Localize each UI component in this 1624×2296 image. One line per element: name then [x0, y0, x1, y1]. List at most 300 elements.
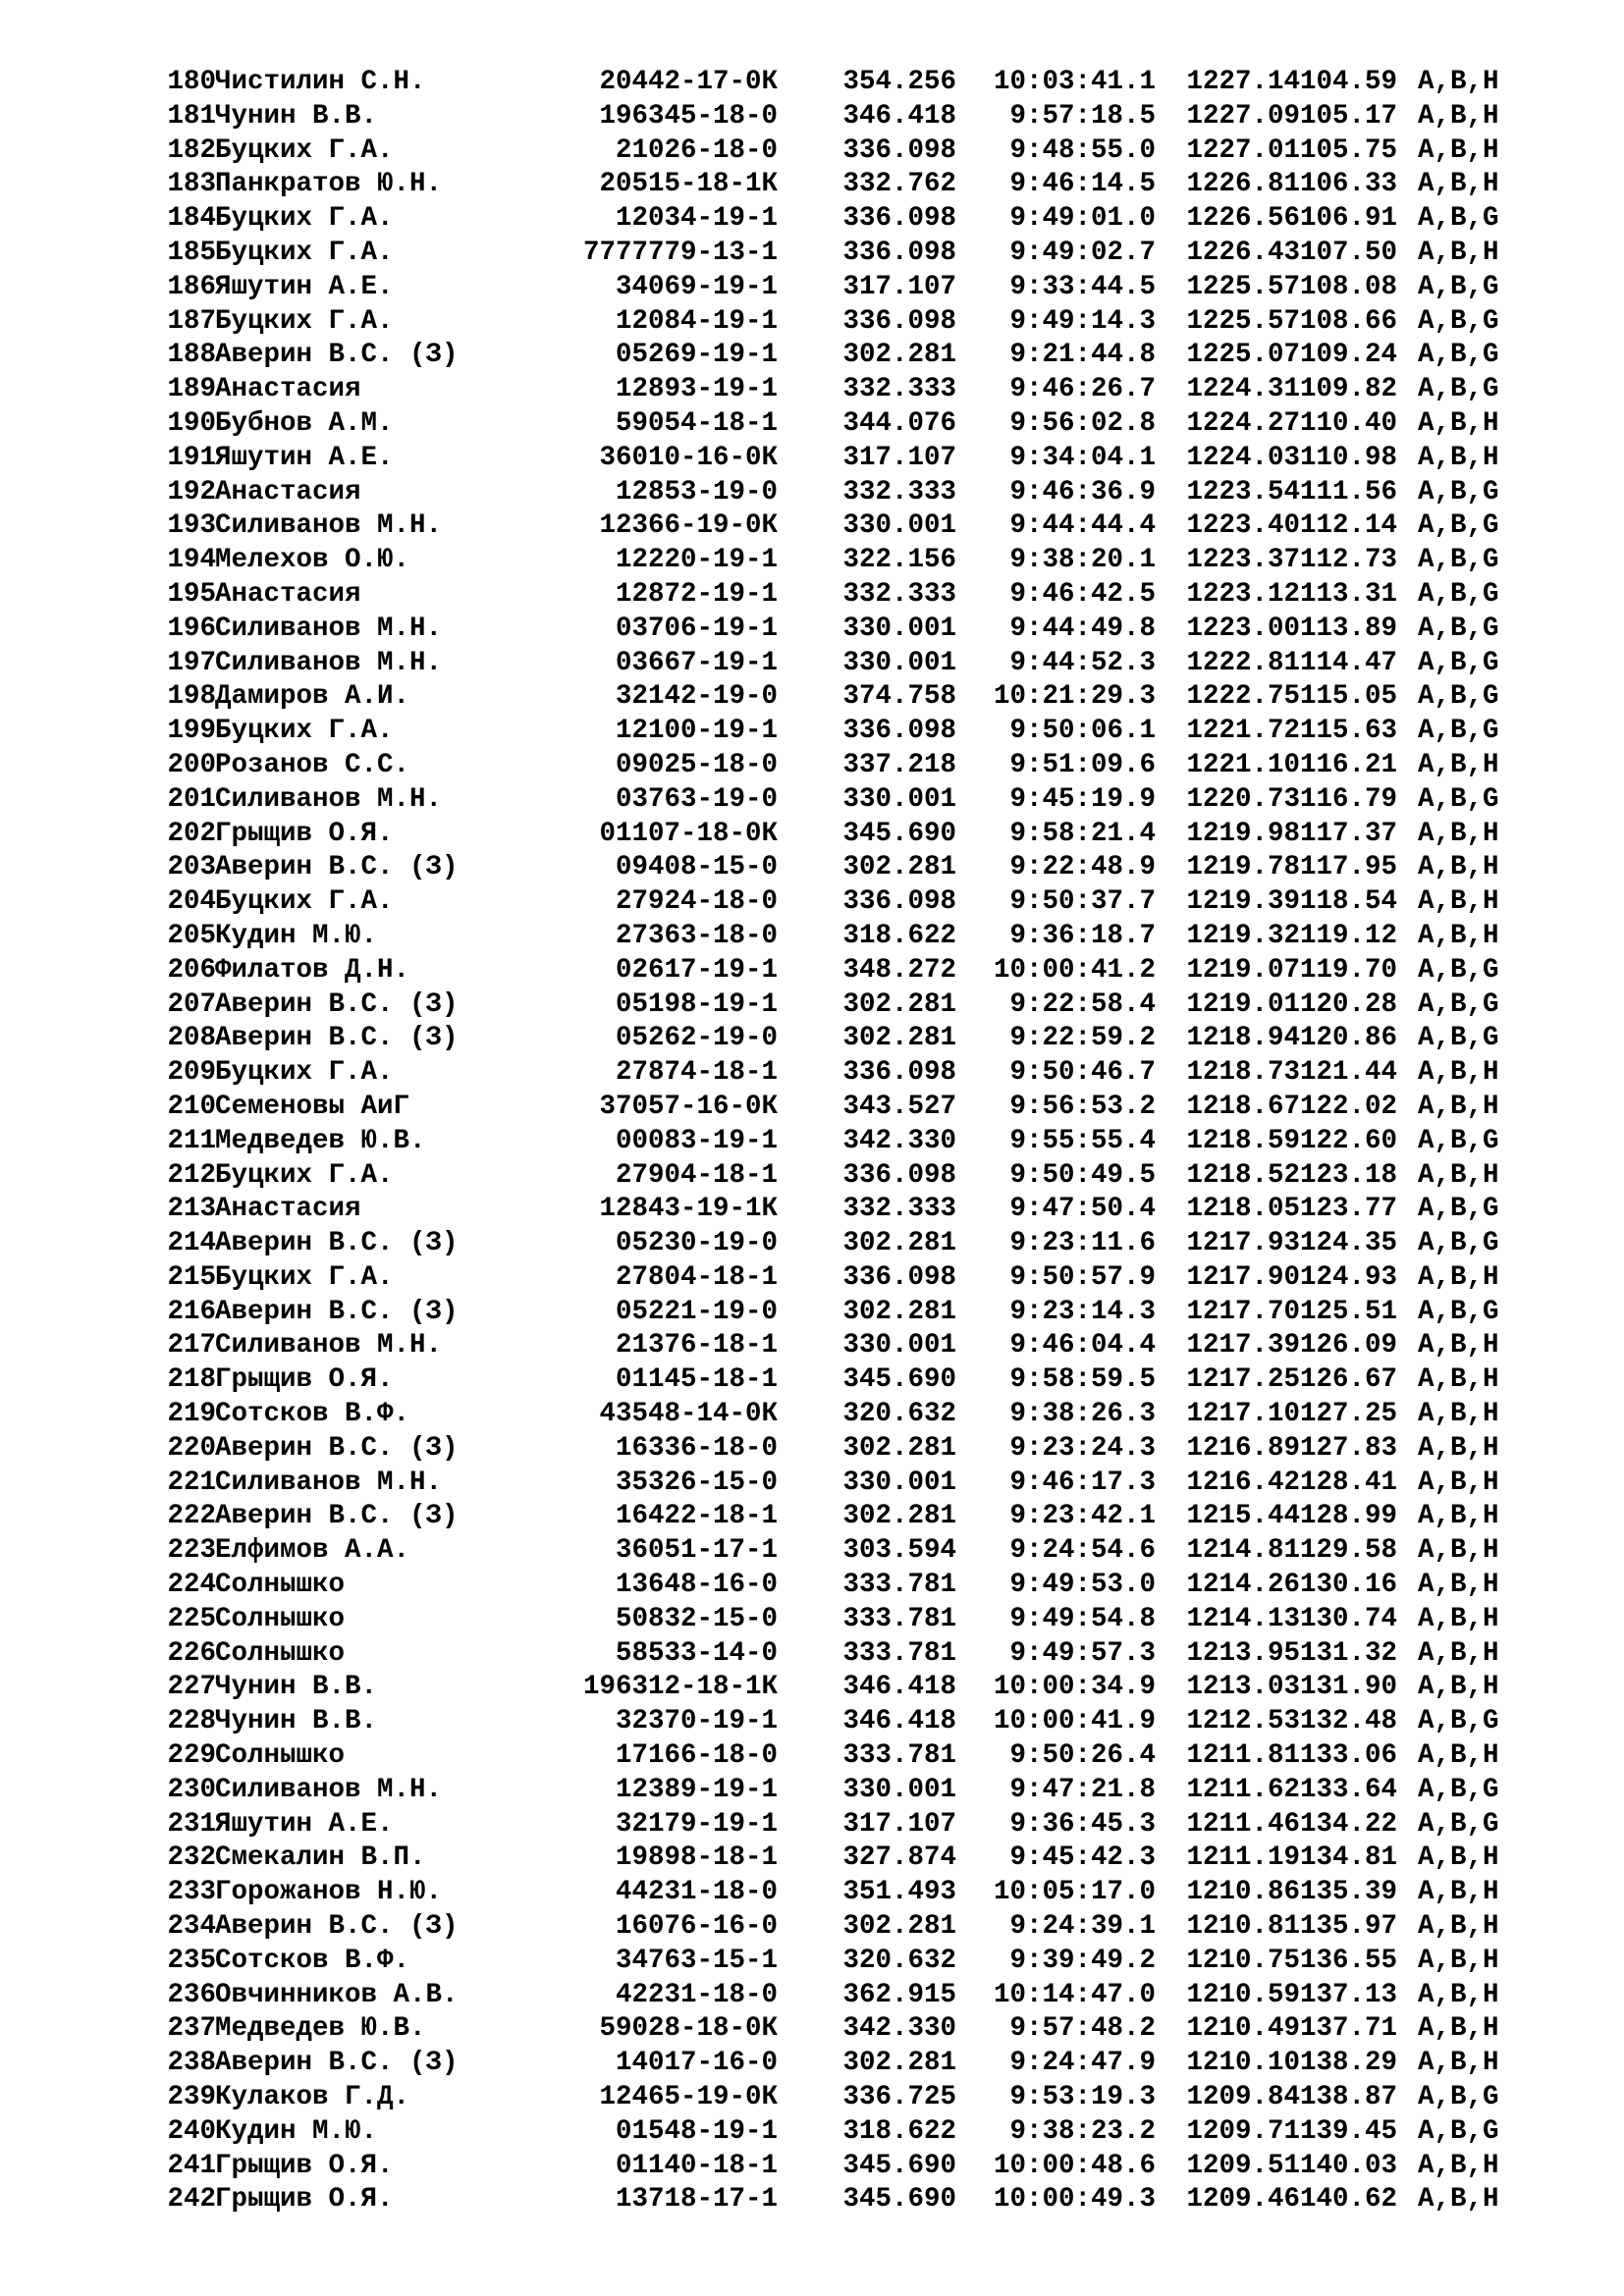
- arrival-time: 9:23:24.3: [1009, 1432, 1156, 1464]
- participant-name: Анастасия: [215, 578, 361, 610]
- classes: A,B,H: [1418, 1979, 1499, 2010]
- arrival-time: 10:00:34.9: [993, 1672, 1156, 1703]
- speed: 1216.89: [1186, 1432, 1300, 1464]
- classes: A,B,G: [1418, 2082, 1499, 2113]
- table-row: [0, 1705, 1624, 1739]
- row-number: 197: [167, 647, 216, 678]
- distance: 327.874: [842, 1842, 956, 1874]
- arrival-time: 9:22:58.4: [1009, 988, 1156, 1020]
- table-row: [0, 1227, 1624, 1261]
- classes: A,B,G: [1418, 681, 1499, 713]
- arrival-time: 9:46:14.5: [1009, 169, 1156, 200]
- table-row: [0, 920, 1624, 954]
- arrival-time: 9:33:44.5: [1009, 271, 1156, 302]
- participant-name: Дамиров А.И.: [215, 681, 410, 713]
- points: 127.25: [1299, 1399, 1397, 1430]
- speed: 1219.32: [1186, 920, 1300, 951]
- participant-name: Мелехов О.Ю.: [215, 545, 410, 576]
- arrival-time: 9:56:53.2: [1009, 1091, 1156, 1122]
- arrival-time: 9:46:17.3: [1009, 1467, 1156, 1498]
- distance: 336.098: [842, 203, 956, 235]
- row-number: 203: [167, 852, 216, 883]
- participant-name: Медведев Ю.В.: [215, 2013, 426, 2045]
- participant-name: Кудин М.Ю.: [215, 920, 378, 951]
- classes: A,B,H: [1418, 886, 1499, 918]
- ring-number: 34763-15-1: [615, 1945, 778, 1976]
- table-row: [0, 2081, 1624, 2115]
- table-row: [0, 1159, 1624, 1194]
- row-number: 221: [167, 1467, 216, 1498]
- row-number: 237: [167, 2013, 216, 2045]
- participant-name: Сотсков В.Ф.: [215, 1399, 410, 1430]
- points: 121.44: [1299, 1057, 1397, 1089]
- ring-number: 01145-18-1: [615, 1364, 778, 1396]
- speed: 1211.81: [1186, 1740, 1300, 1772]
- ring-number: 50832-15-0: [615, 1603, 778, 1634]
- points: 116.79: [1299, 783, 1397, 815]
- classes: A,B,G: [1418, 988, 1499, 1020]
- ring-number: 05262-19-0: [615, 1023, 778, 1054]
- table-row: [0, 237, 1624, 271]
- distance: 303.594: [842, 1535, 956, 1567]
- arrival-time: 9:22:59.2: [1009, 1023, 1156, 1054]
- arrival-time: 9:46:42.5: [1009, 578, 1156, 610]
- speed: 1211.62: [1186, 1774, 1300, 1805]
- points: 132.48: [1299, 1706, 1397, 1737]
- classes: A,B,H: [1418, 749, 1499, 780]
- points: 131.32: [1299, 1637, 1397, 1669]
- speed: 1224.31: [1186, 374, 1300, 405]
- participant-name: Грыщив О.Я.: [215, 2150, 394, 2181]
- row-number: 180: [167, 67, 216, 97]
- row-number: 192: [167, 476, 216, 507]
- classes: A,B,G: [1418, 1228, 1499, 1259]
- classes: A,B,H: [1418, 442, 1499, 473]
- speed: 1213.03: [1186, 1672, 1300, 1703]
- speed: 1225.57: [1186, 271, 1300, 302]
- arrival-time: 9:58:21.4: [1009, 818, 1156, 849]
- distance: 336.098: [842, 237, 956, 268]
- participant-name: Силиванов М.Н.: [215, 1330, 443, 1362]
- speed: 1209.51: [1186, 2150, 1300, 2181]
- distance: 337.218: [842, 749, 956, 780]
- arrival-time: 9:22:48.9: [1009, 852, 1156, 883]
- table-row: [0, 680, 1624, 715]
- arrival-time: 9:38:20.1: [1009, 545, 1156, 576]
- speed: 1218.67: [1186, 1091, 1300, 1122]
- classes: A,B,H: [1418, 852, 1499, 883]
- ring-number: 20515-18-1К: [599, 169, 778, 200]
- points: 135.97: [1299, 1911, 1397, 1943]
- ring-number: 03667-19-1: [615, 647, 778, 678]
- row-number: 231: [167, 1808, 216, 1840]
- table-row: [0, 988, 1624, 1023]
- points: 110.98: [1299, 442, 1397, 473]
- ring-number: 27804-18-1: [615, 1261, 778, 1293]
- classes: A,B,G: [1418, 545, 1499, 576]
- speed: 1223.37: [1186, 545, 1300, 576]
- row-number: 218: [167, 1364, 216, 1396]
- participant-name: Буцких Г.А.: [215, 237, 394, 268]
- arrival-time: 9:57:48.2: [1009, 2013, 1156, 2045]
- participant-name: Яшутин А.Е.: [215, 1808, 394, 1840]
- distance: 348.272: [842, 954, 956, 986]
- table-row: [0, 1671, 1624, 1705]
- classes: A,B,H: [1418, 920, 1499, 951]
- speed: 1218.94: [1186, 1023, 1300, 1054]
- points: 123.18: [1299, 1159, 1397, 1191]
- speed: 1224.03: [1186, 442, 1300, 473]
- points: 112.14: [1299, 510, 1397, 542]
- classes: A,B,H: [1418, 1842, 1499, 1874]
- arrival-time: 9:38:23.2: [1009, 2115, 1156, 2147]
- participant-name: Солнышко: [215, 1603, 346, 1634]
- points: 136.55: [1299, 1945, 1397, 1976]
- participant-name: Яшутин А.Е.: [215, 271, 394, 302]
- speed: 1227.14: [1186, 67, 1300, 97]
- distance: 345.690: [842, 1364, 956, 1396]
- arrival-time: 9:38:26.3: [1009, 1399, 1156, 1430]
- points: 108.66: [1299, 305, 1397, 337]
- classes: A,B,H: [1418, 1672, 1499, 1703]
- speed: 1221.72: [1186, 716, 1300, 747]
- participant-name: Солнышко: [215, 1570, 346, 1601]
- classes: A,B,H: [1418, 1911, 1499, 1943]
- table-row: [0, 1363, 1624, 1398]
- speed: 1215.44: [1186, 1501, 1300, 1532]
- points: 119.12: [1299, 920, 1397, 951]
- points: 117.95: [1299, 852, 1397, 883]
- table-row: [0, 613, 1624, 647]
- classes: A,B,H: [1418, 67, 1499, 97]
- ring-number: 27924-18-0: [615, 886, 778, 918]
- speed: 1218.73: [1186, 1057, 1300, 1089]
- distance: 317.107: [842, 1808, 956, 1840]
- distance: 302.281: [842, 852, 956, 883]
- row-number: 241: [167, 2150, 216, 2181]
- classes: A,B,H: [1418, 1877, 1499, 1908]
- speed: 1219.01: [1186, 988, 1300, 1020]
- classes: A,B,G: [1418, 783, 1499, 815]
- distance: 354.256: [842, 67, 956, 97]
- table-row: [0, 1808, 1624, 1842]
- row-number: 184: [167, 203, 216, 235]
- distance: 302.281: [842, 1501, 956, 1532]
- ring-number: 32370-19-1: [615, 1706, 778, 1737]
- points: 122.02: [1299, 1091, 1397, 1122]
- classes: A,B,H: [1418, 818, 1499, 849]
- table-row: [0, 1637, 1624, 1672]
- table-row: [0, 1432, 1624, 1467]
- distance: 302.281: [842, 1911, 956, 1943]
- points: 140.03: [1299, 2150, 1397, 2181]
- participant-name: Аверин В.С. (З): [215, 988, 459, 1020]
- classes: A,B,G: [1418, 1194, 1499, 1225]
- row-number: 190: [167, 407, 216, 439]
- classes: A,B,H: [1418, 1399, 1499, 1430]
- classes: A,B,H: [1418, 169, 1499, 200]
- row-number: 202: [167, 818, 216, 849]
- participant-name: Аверин В.С. (З): [215, 340, 459, 371]
- participant-name: Аверин В.С. (З): [215, 1911, 459, 1943]
- participant-name: Филатов Д.Н.: [215, 954, 410, 986]
- ring-number: 05221-19-0: [615, 1296, 778, 1327]
- classes: A,B,G: [1418, 2115, 1499, 2147]
- ring-number: 01548-19-1: [615, 2115, 778, 2147]
- row-number: 181: [167, 100, 216, 132]
- speed: 1218.05: [1186, 1194, 1300, 1225]
- ring-number: 32142-19-0: [615, 681, 778, 713]
- classes: A,B,G: [1418, 613, 1499, 644]
- ring-number: 12465-19-0К: [599, 2082, 778, 2113]
- row-number: 206: [167, 954, 216, 986]
- participant-name: Анастасия: [215, 1194, 361, 1225]
- row-number: 186: [167, 271, 216, 302]
- points: 116.21: [1299, 749, 1397, 780]
- points: 104.59: [1299, 67, 1397, 97]
- speed: 1221.10: [1186, 749, 1300, 780]
- participant-name: Аверин В.С. (З): [215, 1296, 459, 1327]
- row-number: 223: [167, 1535, 216, 1567]
- row-number: 182: [167, 134, 216, 166]
- arrival-time: 9:39:49.2: [1009, 1945, 1156, 1976]
- distance: 336.098: [842, 716, 956, 747]
- ring-number: 09408-15-0: [615, 852, 778, 883]
- arrival-time: 9:45:19.9: [1009, 783, 1156, 815]
- points: 113.31: [1299, 578, 1397, 610]
- speed: 1217.90: [1186, 1261, 1300, 1293]
- ring-number: 12220-19-1: [615, 545, 778, 576]
- arrival-time: 9:49:54.8: [1009, 1603, 1156, 1634]
- points: 131.90: [1299, 1672, 1397, 1703]
- classes: A,B,G: [1418, 1125, 1499, 1156]
- participant-name: Аверин В.С. (З): [215, 1023, 459, 1054]
- ring-number: 32179-19-1: [615, 1808, 778, 1840]
- table-row: [0, 544, 1624, 578]
- speed: 1220.73: [1186, 783, 1300, 815]
- participant-name: Елфимов А.А.: [215, 1535, 410, 1567]
- participant-name: Кудин М.Ю.: [215, 2115, 378, 2147]
- ring-number: 12853-19-0: [615, 476, 778, 507]
- classes: A,B,H: [1418, 1945, 1499, 1976]
- ring-number: 34069-19-1: [615, 271, 778, 302]
- speed: 1219.07: [1186, 954, 1300, 986]
- table-row: [0, 1125, 1624, 1159]
- distance: 362.915: [842, 1979, 956, 2010]
- table-row: [0, 271, 1624, 305]
- distance: 302.281: [842, 340, 956, 371]
- distance: 336.098: [842, 1261, 956, 1293]
- table-row: [0, 168, 1624, 202]
- arrival-time: 9:24:54.6: [1009, 1535, 1156, 1567]
- table-row: [0, 1739, 1624, 1774]
- classes: A,B,H: [1418, 1159, 1499, 1191]
- table-row: [0, 578, 1624, 613]
- distance: 320.632: [842, 1945, 956, 1976]
- arrival-time: 9:48:55.0: [1009, 134, 1156, 166]
- arrival-time: 9:47:50.4: [1009, 1194, 1156, 1225]
- ring-number: 12084-19-1: [615, 305, 778, 337]
- distance: 342.330: [842, 1125, 956, 1156]
- points: 120.28: [1299, 988, 1397, 1020]
- table-row: [0, 1193, 1624, 1227]
- participant-name: Грыщив О.Я.: [215, 1364, 394, 1396]
- ring-number: 20442-17-0К: [599, 67, 778, 97]
- speed: 1222.75: [1186, 681, 1300, 713]
- points: 139.45: [1299, 2115, 1397, 2147]
- points: 120.86: [1299, 1023, 1397, 1054]
- distance: 330.001: [842, 783, 956, 815]
- row-number: 224: [167, 1570, 216, 1601]
- table-row: [0, 509, 1624, 544]
- table-row: [0, 954, 1624, 988]
- participant-name: Чунин В.В.: [215, 1672, 378, 1703]
- points: 138.87: [1299, 2082, 1397, 2113]
- row-number: 191: [167, 442, 216, 473]
- row-number: 195: [167, 578, 216, 610]
- arrival-time: 9:46:36.9: [1009, 476, 1156, 507]
- speed: 1227.01: [1186, 134, 1300, 166]
- table-row: [0, 202, 1624, 237]
- classes: A,B,H: [1418, 1057, 1499, 1089]
- points: 115.05: [1299, 681, 1397, 713]
- arrival-time: 9:50:57.9: [1009, 1261, 1156, 1293]
- participant-name: Аверин В.С. (З): [215, 852, 459, 883]
- table-row: [0, 647, 1624, 681]
- speed: 1209.46: [1186, 2184, 1300, 2216]
- points: 126.09: [1299, 1330, 1397, 1362]
- arrival-time: 9:46:26.7: [1009, 374, 1156, 405]
- classes: A,B,H: [1418, 2048, 1499, 2079]
- speed: 1213.95: [1186, 1637, 1300, 1669]
- arrival-time: 9:50:06.1: [1009, 716, 1156, 747]
- speed: 1219.39: [1186, 886, 1300, 918]
- speed: 1225.07: [1186, 340, 1300, 371]
- participant-name: Бубнов А.М.: [215, 407, 394, 439]
- arrival-time: 10:00:48.6: [993, 2150, 1156, 2181]
- classes: A,B,H: [1418, 1637, 1499, 1669]
- row-number: 217: [167, 1330, 216, 1362]
- distance: 330.001: [842, 613, 956, 644]
- speed: 1210.75: [1186, 1945, 1300, 1976]
- distance: 318.622: [842, 2115, 956, 2147]
- table-row: [0, 134, 1624, 169]
- ring-number: 44231-18-0: [615, 1877, 778, 1908]
- ring-number: 12389-19-1: [615, 1774, 778, 1805]
- ring-number: 35326-15-0: [615, 1467, 778, 1498]
- points: 107.50: [1299, 237, 1397, 268]
- arrival-time: 9:55:55.4: [1009, 1125, 1156, 1156]
- arrival-time: 10:21:29.3: [993, 681, 1156, 713]
- participant-name: Чистилин С.Н.: [215, 67, 426, 97]
- row-number: 208: [167, 1023, 216, 1054]
- row-number: 198: [167, 681, 216, 713]
- table-row: [0, 1979, 1624, 2013]
- ring-number: 12872-19-1: [615, 578, 778, 610]
- results-table: [0, 66, 1624, 2217]
- row-number: 225: [167, 1603, 216, 1634]
- arrival-time: 9:24:39.1: [1009, 1911, 1156, 1943]
- speed: 1217.10: [1186, 1399, 1300, 1430]
- row-number: 189: [167, 374, 216, 405]
- classes: A,B,G: [1418, 647, 1499, 678]
- table-row: [0, 2150, 1624, 2184]
- participant-name: Овчинников А.В.: [215, 1979, 459, 2010]
- participant-name: Аверин В.С. (З): [215, 1228, 459, 1259]
- row-number: 193: [167, 510, 216, 542]
- participant-name: Кулаков Г.Д.: [215, 2082, 410, 2113]
- table-row: [0, 851, 1624, 885]
- ring-number: 21026-18-0: [615, 134, 778, 166]
- participant-name: Сотсков В.Ф.: [215, 1945, 410, 1976]
- speed: 1225.57: [1186, 305, 1300, 337]
- speed: 1211.46: [1186, 1808, 1300, 1840]
- ring-number: 03706-19-1: [615, 613, 778, 644]
- classes: A,B,G: [1418, 578, 1499, 610]
- table-row: [0, 1945, 1624, 1979]
- classes: A,B,H: [1418, 1740, 1499, 1772]
- speed: 1217.25: [1186, 1364, 1300, 1396]
- classes: A,B,G: [1418, 305, 1499, 337]
- ring-number: 12893-19-1: [615, 374, 778, 405]
- table-row: [0, 1500, 1624, 1534]
- points: 112.73: [1299, 545, 1397, 576]
- points: 115.63: [1299, 716, 1397, 747]
- row-number: 229: [167, 1740, 216, 1772]
- arrival-time: 9:50:37.7: [1009, 886, 1156, 918]
- ring-number: 12034-19-1: [615, 203, 778, 235]
- speed: 1223.40: [1186, 510, 1300, 542]
- participant-name: Аверин В.С. (З): [215, 2048, 459, 2079]
- row-number: 216: [167, 1296, 216, 1327]
- row-number: 185: [167, 237, 216, 268]
- points: 128.41: [1299, 1467, 1397, 1498]
- speed: 1217.70: [1186, 1296, 1300, 1327]
- distance: 320.632: [842, 1399, 956, 1430]
- points: 111.56: [1299, 476, 1397, 507]
- classes: A,B,G: [1418, 1774, 1499, 1805]
- ring-number: 19898-18-1: [615, 1842, 778, 1874]
- ring-number: 7777779-13-1: [582, 237, 778, 268]
- speed: 1226.43: [1186, 237, 1300, 268]
- classes: A,B,H: [1418, 1535, 1499, 1567]
- arrival-time: 9:58:59.5: [1009, 1364, 1156, 1396]
- table-row: [0, 1091, 1624, 1125]
- row-number: 196: [167, 613, 216, 644]
- classes: A,B,G: [1418, 203, 1499, 235]
- classes: A,B,H: [1418, 1467, 1499, 1498]
- classes: A,B,G: [1418, 1023, 1499, 1054]
- table-row: [0, 749, 1624, 783]
- distance: 330.001: [842, 647, 956, 678]
- ring-number: 16336-18-0: [615, 1432, 778, 1464]
- participant-name: Грыщив О.Я.: [215, 2184, 394, 2216]
- speed: 1227.09: [1186, 100, 1300, 132]
- table-row: [0, 1022, 1624, 1056]
- points: 134.22: [1299, 1808, 1397, 1840]
- points: 135.39: [1299, 1877, 1397, 1908]
- ring-number: 196312-18-1К: [582, 1672, 778, 1703]
- classes: A,B,H: [1418, 237, 1499, 268]
- distance: 346.418: [842, 100, 956, 132]
- participant-name: Медведев Ю.В.: [215, 1125, 426, 1156]
- participant-name: Солнышко: [215, 1637, 346, 1669]
- classes: A,B,G: [1418, 1808, 1499, 1840]
- classes: A,B,H: [1418, 100, 1499, 132]
- speed: 1210.10: [1186, 2048, 1300, 2079]
- classes: A,B,H: [1418, 1501, 1499, 1532]
- table-row: [0, 2115, 1624, 2150]
